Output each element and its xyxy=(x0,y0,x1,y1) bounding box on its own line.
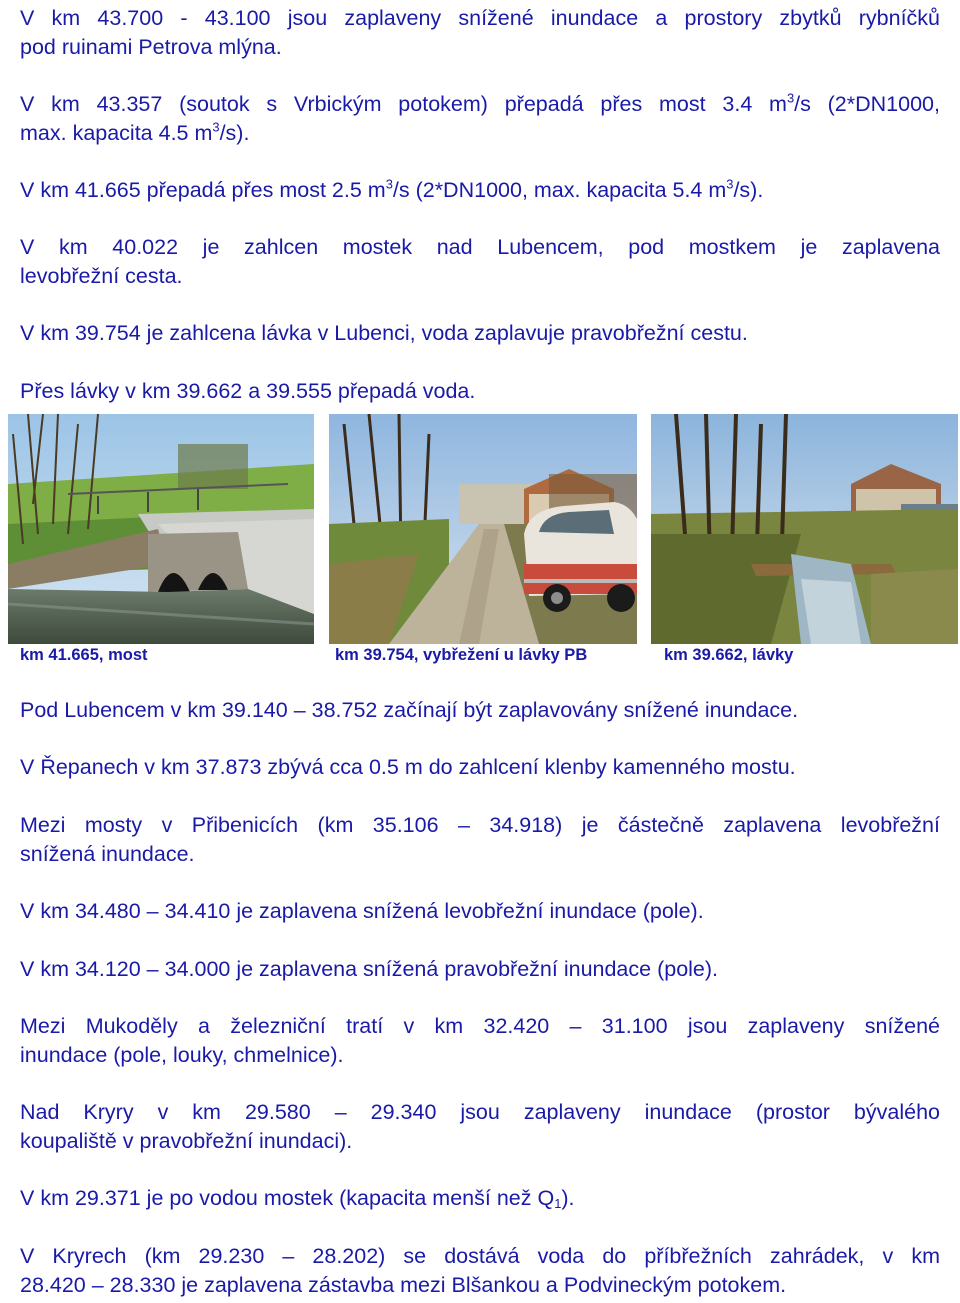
paragraph-2-line-2 xyxy=(20,121,249,145)
photo-footbridge xyxy=(651,414,958,644)
paragraph-13-line-1: Nad Kryry v km 29.580 – 29.340 jsou zaplaveny inundace (prostor bývalého xyxy=(20,1100,940,1124)
paragraph-2-text-d: /s). xyxy=(219,121,250,145)
photo-caption-2: km 39.754, vybřežení u lávky PB xyxy=(335,646,588,664)
photo-caption-1: km 41.665, most xyxy=(20,646,148,664)
paragraph-11: V km 34.120 – 34.000 je zaplavena snížená pravobřežní inundace (pole). xyxy=(20,957,719,981)
superscript-3: 3 xyxy=(212,119,220,135)
paragraph-4-line-2: levobřežní cesta. xyxy=(20,264,183,288)
paragraph-15-line-2: 28.420 – 28.330 je zaplavena zástavba mezi Blšankou a Podvineckým potokem. xyxy=(20,1273,787,1297)
paragraph-12-line-1: Mezi Mukoděly a železniční tratí v km 32.420 – 31.100 jsou zaplaveny snížené xyxy=(20,1014,940,1038)
paragraph-12 xyxy=(20,1012,940,1070)
paragraph-14-text-a: V km 29.371 je po vodou mostek (kapacita menší než Q xyxy=(20,1186,555,1210)
photo-bridge-culvert xyxy=(8,414,314,644)
paragraph-14-text-b: ). xyxy=(561,1186,575,1210)
paragraph-15 xyxy=(20,1242,940,1300)
paragraph-2-text-c: max. kapacita 4.5 m xyxy=(20,121,213,145)
paragraph-1-line-1: V km 43.700 - 43.100 jsou zaplaveny snížené inundace a prostory zbytků rybníčků xyxy=(20,6,940,30)
paragraph-13 xyxy=(20,1098,940,1156)
photo-caption-3: km 39.662, lávky xyxy=(664,646,794,664)
paragraph-7: Pod Lubencem v km 39.140 – 38.752 začínají být zaplavovány snížené inundace. xyxy=(20,698,799,722)
paragraph-9 xyxy=(20,811,940,869)
superscript-3: 3 xyxy=(786,90,795,106)
paragraph-9-line-2: snížená inundace. xyxy=(20,842,195,866)
paragraph-2-text-b: /s (2*DN1000, xyxy=(794,92,940,116)
paragraph-9-line-1: Mezi mosty v Přibenicích (km 35.106 – 34.918) je částečně zaplavena levobřežní xyxy=(20,813,940,837)
paragraph-8: V Řepanech v km 37.873 zbývá cca 0.5 m do zahlcení klenby kamenného mostu. xyxy=(20,755,796,779)
paragraph-3-text-c: /s). xyxy=(733,178,764,202)
paragraph-10: V km 34.480 – 34.410 je zaplavena snížená levobřežní inundace (pole). xyxy=(20,899,704,923)
paragraph-2 xyxy=(20,90,940,148)
superscript-3: 3 xyxy=(726,176,734,192)
superscript-3: 3 xyxy=(385,176,393,192)
paragraph-12-line-2: inundace (pole, louky, chmelnice). xyxy=(20,1043,344,1067)
photo-road-car xyxy=(329,414,637,644)
paragraph-1 xyxy=(20,4,940,62)
paragraph-3 xyxy=(20,176,940,205)
paragraph-3-text-a: V km 41.665 přepadá přes most 2.5 m xyxy=(20,178,386,202)
paragraph-13-line-2: koupaliště v pravobřežní inundaci). xyxy=(20,1129,353,1153)
paragraph-2-text-a: V km 43.357 (soutok s Vrbickým potokem) přepadá přes most 3.4 m xyxy=(20,92,787,116)
paragraph-6: Přes lávky v km 39.662 a 39.555 přepadá voda. xyxy=(20,379,476,403)
subscript-1: 1 xyxy=(554,1196,562,1212)
paragraph-1-line-2: pod ruinami Petrova mlýna. xyxy=(20,35,282,59)
paragraph-4-line-1: V km 40.022 je zahlcen mostek nad Lubencem, pod mostkem je zaplavena xyxy=(20,235,940,259)
paragraph-2-line-1 xyxy=(20,90,940,119)
paragraph-4 xyxy=(20,233,940,291)
paragraph-15-line-1: V Kryrech (km 29.230 – 28.202) se dostává voda do příbřežních zahrádek, v km xyxy=(20,1244,940,1268)
paragraph-14 xyxy=(20,1184,940,1213)
paragraph-3-text-b: /s (2*DN1000, max. kapacita 5.4 m xyxy=(392,178,727,202)
paragraph-5: V km 39.754 je zahlcena lávka v Lubenci, voda zaplavuje pravobřežní cestu. xyxy=(20,321,748,345)
